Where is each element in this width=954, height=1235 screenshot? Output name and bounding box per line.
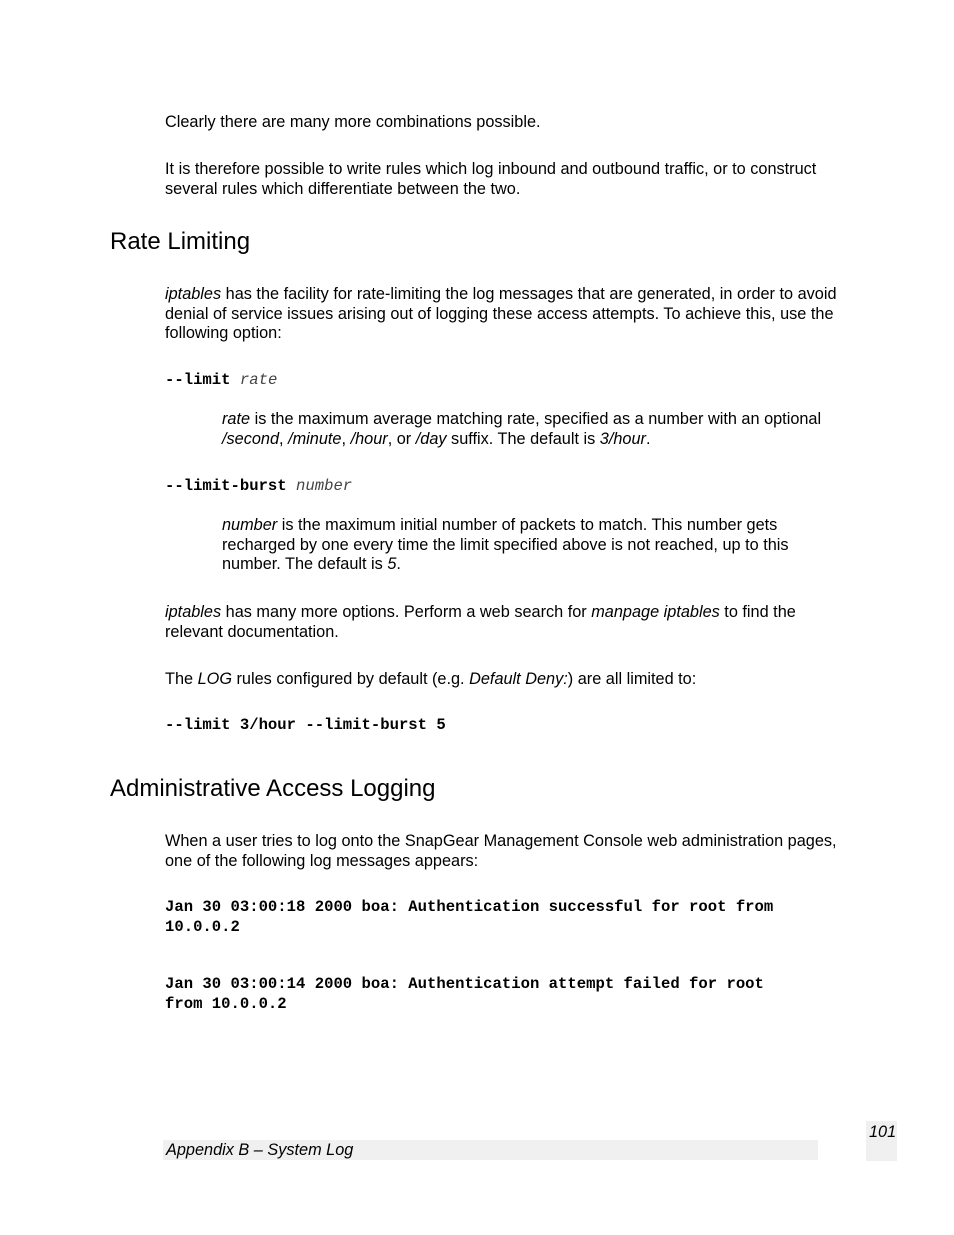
- text-span: .: [396, 555, 401, 574]
- text-span: has the facility for rate-limiting the log messages that are generated, in order to avoid denial of service issues arising out of logging these access attempts. To achieve this, use the following option:: [165, 285, 837, 343]
- heading-rate-limiting: Rate Limiting: [110, 228, 251, 255]
- term: 3/hour: [599, 429, 646, 448]
- paragraph-log-traffic: It is therefore possible to write rules which log inbound and outbound traffic, or to construct several rules which differentiate between the two.: [165, 160, 817, 198]
- option-limit: [165, 371, 840, 391]
- term-iptables: iptables: [165, 603, 222, 621]
- page-number: 101: [869, 1123, 897, 1141]
- text-span: to find the relevant documentation.: [165, 603, 796, 641]
- text-span: ) are all limited to:: [567, 670, 697, 688]
- term: /day: [415, 429, 447, 448]
- term-iptables: iptables: [165, 285, 222, 303]
- log-line: from 10.0.0.2: [165, 994, 287, 1013]
- text-span: The: [165, 670, 198, 688]
- log-line: 10.0.0.2: [165, 917, 240, 936]
- log-line: Jan 30 03:00:14 2000 boa: Authentication attempt failed for root: [165, 975, 764, 993]
- paragraph-combinations: Clearly there are many more combinations possible.: [165, 113, 541, 131]
- term: /second: [222, 429, 280, 448]
- text-span: rules configured by default (e.g.: [231, 670, 470, 688]
- footer-section-title: Appendix B – System Log: [166, 1141, 354, 1159]
- option-flag: --limit: [165, 371, 231, 389]
- heading-administrative-access-logging: Administrative Access Logging: [110, 775, 436, 802]
- option-limit-burst: [165, 477, 840, 497]
- term: rate: [222, 410, 251, 428]
- paragraph-admin-login: When a user tries to log onto the SnapGear Management Console web administration pages, one of the following log messages appears:: [165, 832, 837, 870]
- term: manpage iptables: [591, 603, 720, 621]
- term: 5: [387, 555, 397, 574]
- text-span: suffix. The default is: [446, 429, 600, 448]
- term: LOG: [197, 670, 232, 688]
- option-limit-description: [222, 410, 832, 449]
- text-span: has many more options. Perform a web search for: [221, 603, 592, 621]
- option-arg: rate: [239, 371, 278, 389]
- text-span: , or: [387, 429, 416, 448]
- term: Default Deny:: [469, 670, 568, 688]
- term: number: [222, 516, 278, 534]
- text-span: is the maximum average matching rate, specified as a number with an optional: [250, 410, 822, 428]
- option-flag: --limit-burst: [165, 477, 287, 495]
- code-default-limit: --limit 3/hour --limit-burst 5: [165, 716, 446, 734]
- option-limit-burst-description: [222, 516, 832, 575]
- term: /minute: [288, 429, 342, 448]
- term: /hour: [350, 429, 388, 448]
- log-message-success: [165, 898, 840, 937]
- paragraph-rate-limiting-intro: [165, 285, 840, 344]
- text-span: ,: [341, 429, 351, 448]
- log-message-failed: [165, 975, 840, 1014]
- text-span: is the maximum initial number of packets to match. This number gets recharged by one every time the limit specified above is not reached, up to this number. The default is: [222, 516, 789, 574]
- log-line: Jan 30 03:00:18 2000 boa: Authentication successful for root from: [165, 898, 774, 916]
- text-span: .: [645, 429, 651, 448]
- paragraph-more-options: [165, 603, 840, 642]
- paragraph-log-rules-default: [165, 670, 840, 690]
- text-span: ,: [279, 429, 289, 448]
- option-arg: number: [296, 477, 353, 495]
